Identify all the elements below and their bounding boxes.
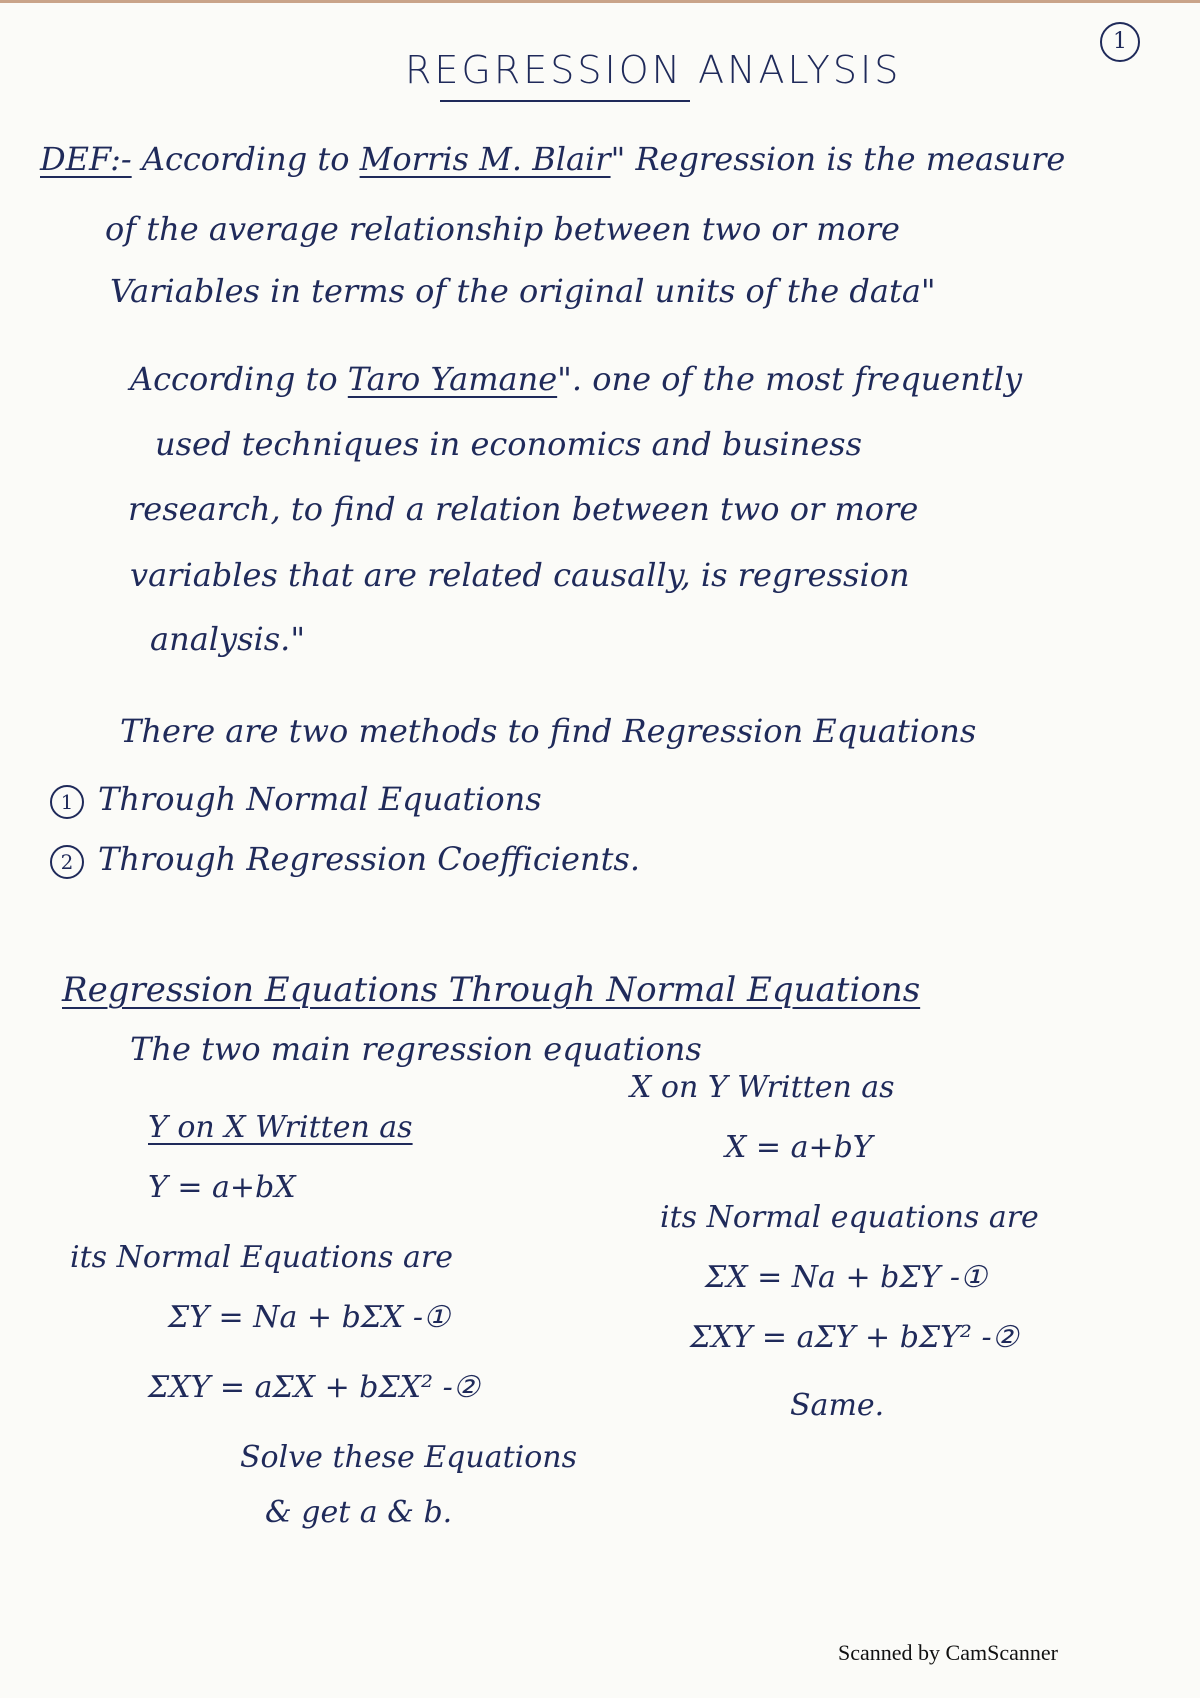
definition-text: According to — [141, 140, 350, 178]
methods-intro: There are two methods to find Regression Equations — [120, 712, 977, 750]
page-top-edge — [0, 0, 1200, 3]
right-equation: X = a+bY — [725, 1130, 873, 1165]
method-number: 2 — [50, 845, 84, 879]
left-heading: Y on X Written as — [148, 1110, 413, 1145]
quote-line-1 — [130, 360, 1022, 398]
quote-line-2: used techniques in economics and business — [155, 425, 863, 463]
method-text: Through Regression Coefficients. — [98, 840, 641, 878]
right-normal-eq-2: ΣXY = aΣY + bΣY² -② — [690, 1320, 1019, 1355]
scanner-watermark: Scanned by CamScanner — [838, 1640, 1058, 1665]
right-heading: X on Y Written as — [630, 1070, 895, 1105]
page-title: REGRESSION ANALYSIS — [405, 48, 902, 92]
quote-line-3: research, to find a relation between two or more — [128, 490, 919, 528]
author-name: Morris M. Blair — [359, 140, 611, 178]
section-heading: Regression Equations Through Normal Equations — [62, 970, 921, 1010]
left-solve-line-2: & get a & b. — [265, 1495, 453, 1530]
left-normal-eq-1: ΣY = Na + bΣX -① — [168, 1300, 450, 1335]
quote-text: ". one of the most frequently — [557, 360, 1023, 398]
left-solve-line-1: Solve these Equations — [240, 1440, 578, 1475]
page-number: 1 — [1100, 22, 1140, 62]
quote-line-4: variables that are related causally, is regression — [130, 556, 910, 594]
method-number: 1 — [50, 785, 84, 819]
left-normal-eq-2: ΣXY = aΣX + bΣX² -② — [148, 1370, 480, 1405]
author-name: Taro Yamane — [347, 360, 558, 398]
title-underline — [440, 100, 690, 102]
definition-line-3: Variables in terms of the original units of the data" — [110, 272, 936, 310]
quote-text: According to — [130, 360, 338, 398]
section-subheading: The two main regression equations — [130, 1030, 702, 1068]
definition-line-1 — [40, 140, 1065, 178]
quote-line-5: analysis." — [150, 620, 306, 658]
method-text: Through Normal Equations — [98, 780, 542, 818]
left-equation: Y = a+bX — [148, 1170, 296, 1205]
left-normal-label: its Normal Equations are — [70, 1240, 453, 1275]
definition-text: " Regression is the measure — [610, 140, 1066, 178]
definition-label: DEF:- — [40, 140, 132, 178]
definition-line-2: of the average relationship between two or more — [105, 210, 900, 248]
right-same-note: Same. — [790, 1388, 885, 1423]
right-normal-eq-1: ΣX = Na + bΣY -① — [705, 1260, 987, 1295]
method-item-1 — [50, 780, 542, 819]
method-item-2 — [50, 840, 640, 879]
right-normal-label: its Normal equations are — [660, 1200, 1039, 1235]
